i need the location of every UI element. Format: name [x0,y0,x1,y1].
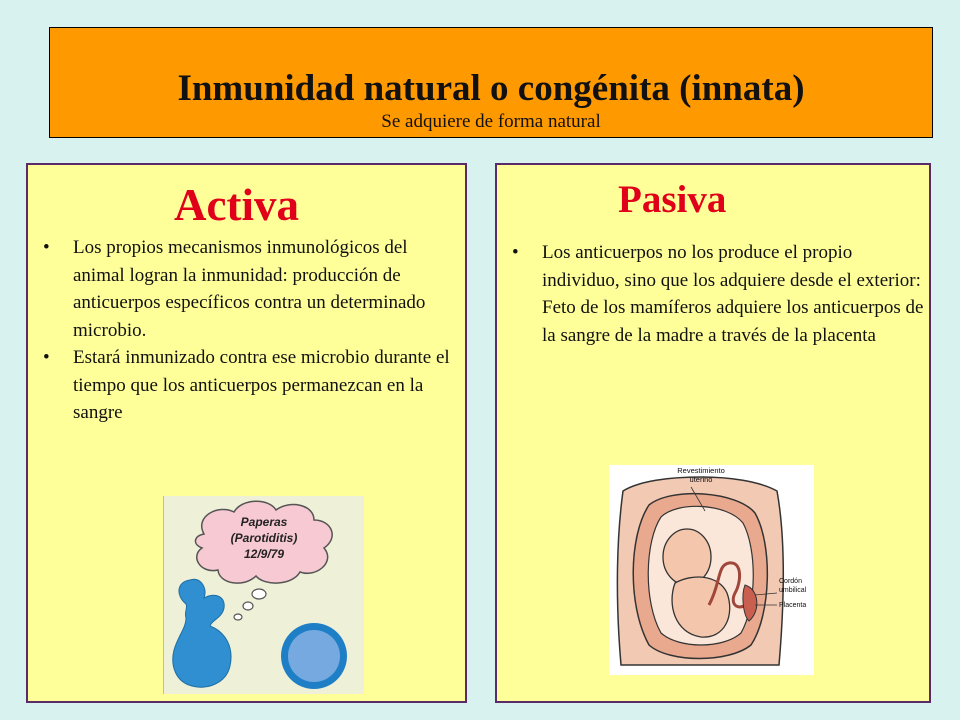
list-item [37,234,457,344]
bullet-icon: • [43,237,50,258]
activa-bullet-list [37,234,457,427]
pasiva-heading: Pasiva [618,178,727,221]
fetus-head [663,529,711,585]
mumps-illustration [163,496,364,694]
bullet-text: Los propios mecanismos inmunológicos del animal logran la inmunidad: producción de anticuerpos específicos contra un determinado microbio. [73,237,426,341]
thought-bubble [234,614,242,620]
bullet-text: Estará inmunizado contra ese microbio durante el tiempo que los anticuerpos permanezcan en la sangre [73,347,450,423]
cloud-line-2: (Parotiditis) [230,531,298,545]
label-umbilical: umbilical [779,587,807,594]
thought-cloud [195,501,332,583]
fetus-drawing [609,465,814,675]
label-cordon: Cordón [779,578,802,585]
bullet-icon: • [512,242,519,263]
activa-heading: Activa [174,180,299,230]
cell-inner [288,630,340,682]
bullet-text: Los anticuerpos no los produce el propio individuo, sino que los adquiere desde el exterior: Feto de los mamíferos adquiere los anticuerpos de la sangre de la madre a través de la placenta [542,242,924,346]
cloud-line-1: Paperas [240,515,288,529]
pasiva-bullet-list [506,239,926,349]
blob-figure [173,579,231,687]
thought-bubble [243,602,253,610]
label-revestimiento: Revestimiento [677,466,725,475]
list-item [506,239,926,349]
slide-title: Inmunidad natural o congénita (innata) [177,68,805,109]
mumps-thought-drawing [164,496,364,694]
list-item [37,344,457,427]
fetus-illustration [609,465,814,675]
label-placenta: Placenta [779,602,807,609]
bullet-icon: • [43,347,50,368]
cloud-line-3: 12/9/79 [243,547,285,561]
thought-bubble [252,589,266,599]
slide-subtitle: Se adquiere de forma natural [381,111,601,132]
title-box [49,27,933,138]
label-uterino: uterino [689,475,713,484]
